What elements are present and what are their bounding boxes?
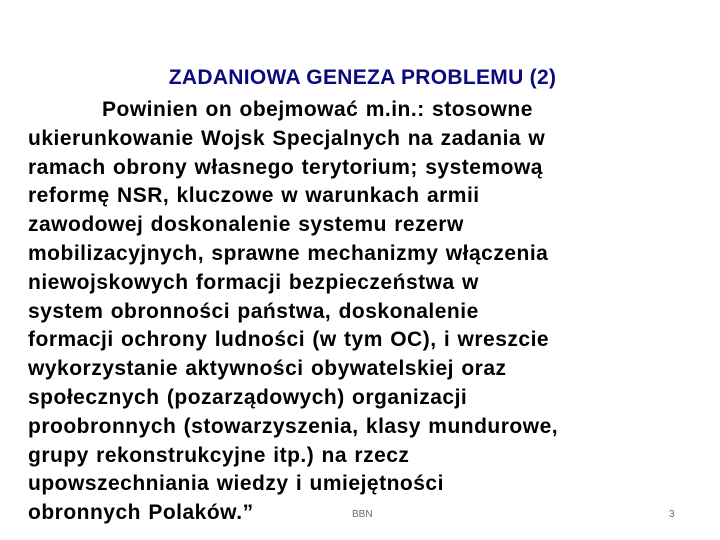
body-line: upowszechniania wiedzy i umiejętności xyxy=(28,472,444,496)
body-line: mobilizacyjnych, sprawne mechanizmy włączenia xyxy=(28,241,549,265)
slide-title: ZADANIOWA GENEZA PROBLEMU (2) xyxy=(168,66,557,89)
slide-number: 3 xyxy=(669,509,675,520)
body-line: reformę NSR, kluczowe w warunkach armii xyxy=(28,184,480,208)
body-line: społecznych (pozarządowych) organizacji xyxy=(28,385,468,409)
slide-body-text xyxy=(28,96,700,528)
body-line: formacji ochrony ludności (w tym OC), i wreszcie xyxy=(28,328,550,352)
body-line: proobronnych (stowarzyszenia, klasy mundurowe, xyxy=(28,414,559,438)
body-line: wykorzystanie aktywności obywatelskiej oraz xyxy=(28,357,507,381)
body-line: niewojskowych formacji bezpieczeństwa w xyxy=(28,270,479,294)
footer-label: BBN xyxy=(352,509,373,520)
body-line: Powinien on obejmować m.in.: stosowne xyxy=(102,98,533,121)
body-line: grupy rekonstrukcyjne itp.) na rzecz xyxy=(28,443,410,467)
body-line: ukierunkowanie Wojsk Specjalnych na zadania w xyxy=(28,126,546,150)
body-line: obronnych Polaków.” xyxy=(28,501,254,525)
body-line: zawodowej doskonalenie systemu rezerw xyxy=(28,213,464,237)
body-line: system obronności państwa, doskonalenie xyxy=(28,299,479,323)
body-line: ramach obrony własnego terytorium; systemową xyxy=(28,155,543,179)
